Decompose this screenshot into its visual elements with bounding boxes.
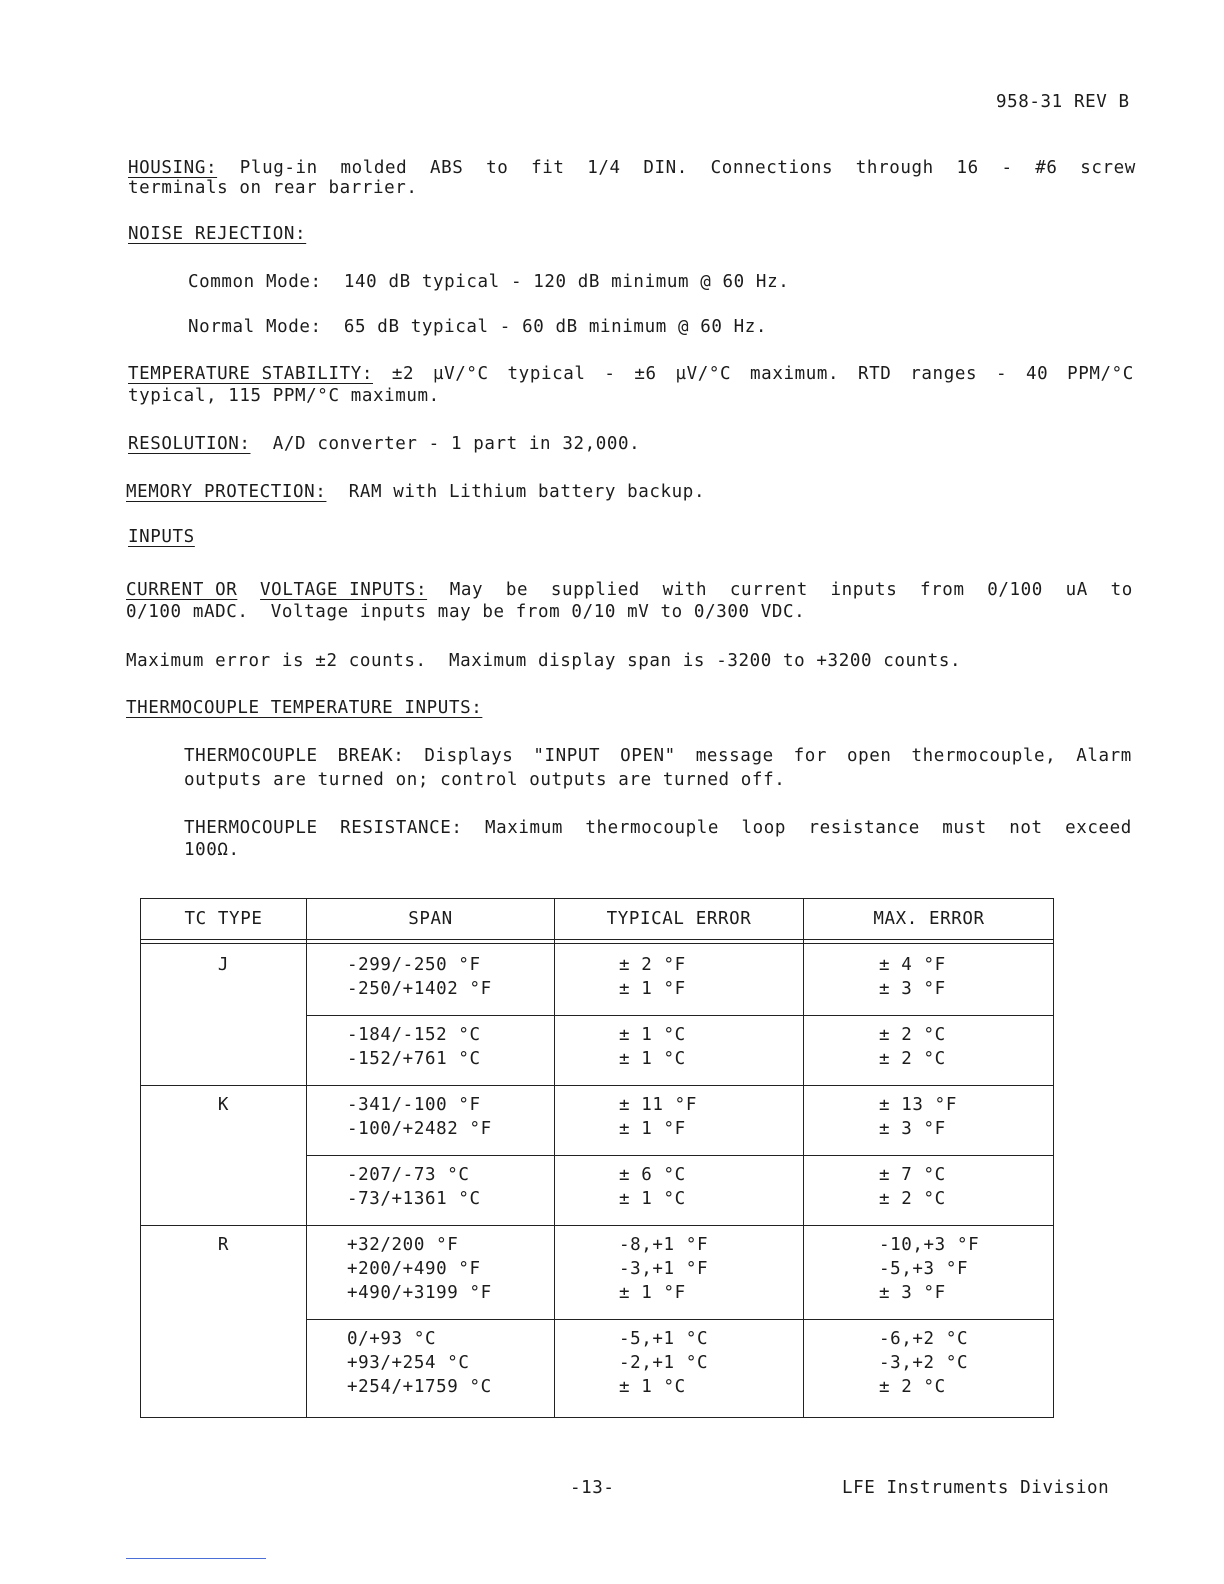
housing-word: #6 xyxy=(1035,158,1058,178)
tc-res-word: not xyxy=(1009,818,1043,838)
tc-break-word: Alarm xyxy=(1076,746,1132,766)
tc-break-line-2: outputs are turned on; control outputs are turned off. xyxy=(184,770,786,790)
tc-res-word: THERMOCOUPLE xyxy=(184,818,318,838)
housing-word: DIN. xyxy=(643,158,688,178)
typical-error-cell: ± 6 °C ± 1 °C xyxy=(619,1165,686,1209)
temp-stability-word: PPM/°C xyxy=(1067,364,1134,384)
housing-word: Connections xyxy=(710,158,834,178)
header-max-error: MAX. ERROR xyxy=(873,909,985,929)
cv-inputs-label-2: VOLTAGE INPUTS: xyxy=(260,580,428,600)
tc-res-word: Maximum xyxy=(485,818,563,838)
resolution-text: A/D converter - 1 part in 32,000. xyxy=(272,434,641,454)
tc-break-word: "INPUT xyxy=(533,746,601,766)
noise-normal: Normal Mode: 65 dB typical - 60 dB minimum @ 60 Hz. xyxy=(188,317,768,337)
tc-break-word: message xyxy=(695,746,774,766)
max-error-line: Maximum error is ±2 counts. Maximum display span is -3200 to +3200 counts. xyxy=(126,651,962,671)
typical-error-cell: -8,+1 °F -3,+1 °F ± 1 °F xyxy=(619,1235,709,1303)
tc-break-word: OPEN" xyxy=(620,746,676,766)
cv-inputs-word: inputs xyxy=(830,580,898,600)
max-error-cell: ± 7 °C ± 2 °C xyxy=(879,1165,946,1209)
housing-label: HOUSING: xyxy=(128,158,218,178)
temp-stability-word: 40 xyxy=(1025,364,1049,384)
tc-res-word: thermocouple xyxy=(585,818,720,838)
typical-error-cell: ± 11 °F ± 1 °F xyxy=(619,1095,697,1139)
max-error-cell: -10,+3 °F -5,+3 °F ± 3 °F xyxy=(879,1235,980,1303)
memory-label: MEMORY PROTECTION: xyxy=(126,482,327,502)
cv-inputs-word: to xyxy=(1110,580,1133,600)
housing-word: - xyxy=(1001,158,1013,178)
temp-stability-word: ±2 xyxy=(391,364,415,384)
housing-word: 1/4 xyxy=(587,158,621,178)
cv-inputs-word: be xyxy=(505,580,529,600)
cv-inputs-word: uA xyxy=(1065,580,1088,600)
header-span: SPAN xyxy=(408,909,453,929)
span-cell: -341/-100 °F -100/+2482 °F xyxy=(347,1095,492,1139)
temp-stability-word: typical xyxy=(507,364,586,384)
memory-text: RAM with Lithium battery backup. xyxy=(348,482,706,502)
tc-break-word: open xyxy=(847,746,892,766)
temp-stability-word: maximum. xyxy=(750,364,840,384)
tc-res-word: resistance xyxy=(808,818,920,838)
tc-break-word: BREAK: xyxy=(337,746,405,766)
span-cell: -207/-73 °C -73/+1361 °C xyxy=(347,1165,481,1209)
cv-inputs-line-2: 0/100 mADC. Voltage inputs may be from 0/10 mV to 0/300 VDC. xyxy=(126,602,806,622)
memory-line xyxy=(126,482,705,502)
tc-res-word: loop xyxy=(741,818,787,838)
cv-inputs-word: from xyxy=(920,580,965,600)
max-error-cell: ± 4 °F ± 3 °F xyxy=(879,955,946,999)
max-error-cell: ± 13 °F ± 3 °F xyxy=(879,1095,957,1139)
span-cell: +32/200 °F +200/+490 °F +490/+3199 °F xyxy=(347,1235,492,1303)
tc-break-word: for xyxy=(793,746,828,766)
housing-line-2: terminals on rear barrier. xyxy=(128,178,418,198)
span-cell: -184/-152 °C -152/+761 °C xyxy=(347,1025,481,1069)
housing-word: 16 xyxy=(956,158,979,178)
housing-word: fit xyxy=(531,158,565,178)
tc-inputs-label: THERMOCOUPLE TEMPERATURE INPUTS: xyxy=(126,698,483,718)
resolution-label: RESOLUTION: xyxy=(128,434,251,454)
tc-break-word: THERMOCOUPLE xyxy=(184,746,318,766)
tc-spec-table xyxy=(140,898,1054,1418)
housing-word: molded xyxy=(340,158,408,178)
temp-stability-line-1 xyxy=(128,364,1134,384)
company-name: LFE Instruments Division xyxy=(842,1478,1110,1498)
tc-res-line-2: 100Ω. xyxy=(184,840,240,860)
housing-word: to xyxy=(486,158,509,178)
tc-res-word: exceed xyxy=(1065,818,1132,838)
cv-inputs-word: 0/100 xyxy=(987,580,1043,600)
housing-word: through xyxy=(855,158,934,178)
inputs-heading: INPUTS xyxy=(128,527,195,547)
temp-stability-word: ±6 xyxy=(634,364,657,384)
span-cell: 0/+93 °C +93/+254 °C +254/+1759 °C xyxy=(347,1329,492,1397)
tc-res-word: RESISTANCE: xyxy=(340,818,463,838)
temp-stability-word: - xyxy=(604,364,616,384)
tc-type-cell: J xyxy=(217,955,230,975)
typical-error-cell: -5,+1 °C -2,+1 °C ± 1 °C xyxy=(619,1329,709,1397)
tc-type-cell: K xyxy=(217,1095,230,1115)
housing-word: Plug-in xyxy=(239,158,318,178)
tc-break-word: thermocouple, xyxy=(911,746,1057,766)
page-number: -13- xyxy=(570,1478,615,1498)
header-typical-error: TYPICAL ERROR xyxy=(606,909,752,929)
cv-inputs-word: with xyxy=(662,580,708,600)
housing-line-1 xyxy=(128,158,1136,178)
tc-res-line-1 xyxy=(184,818,1132,838)
temp-stability-word: ranges xyxy=(910,364,978,384)
max-error-cell: -6,+2 °C -3,+2 °C ± 2 °C xyxy=(879,1329,969,1397)
housing-word: screw xyxy=(1080,158,1136,178)
temp-stability-word: µV/°C xyxy=(433,364,489,384)
cv-inputs-label-1: CURRENT OR xyxy=(126,580,238,600)
typical-error-cell: ± 1 °C ± 1 °C xyxy=(619,1025,686,1069)
doc-id: 958-31 REV B xyxy=(996,92,1130,112)
tc-break-word: Displays xyxy=(424,746,514,766)
tc-res-word: must xyxy=(942,818,987,838)
temp-stability-label: TEMPERATURE STABILITY: xyxy=(128,364,373,384)
housing-word: ABS xyxy=(429,158,464,178)
cv-inputs-line-1 xyxy=(126,580,1133,600)
resolution-line xyxy=(128,434,640,454)
noise-label: NOISE REJECTION: xyxy=(128,224,307,244)
typical-error-cell: ± 2 °F ± 1 °F xyxy=(619,955,686,999)
span-cell: -299/-250 °F -250/+1402 °F xyxy=(347,955,492,999)
header-tc-type: TC TYPE xyxy=(184,909,263,929)
cv-inputs-word: May xyxy=(449,580,484,600)
temp-stability-word: RTD xyxy=(858,364,892,384)
temp-stability-line-2: typical, 115 PPM/°C maximum. xyxy=(128,386,440,406)
noise-common: Common Mode: 140 dB typical - 120 dB minimum @ 60 Hz. xyxy=(188,272,790,292)
cv-inputs-word: supplied xyxy=(550,580,640,600)
cv-inputs-word: current xyxy=(729,580,808,600)
max-error-cell: ± 2 °C ± 2 °C xyxy=(879,1025,946,1069)
temp-stability-word: µV/°C xyxy=(675,364,732,384)
footnote-rule xyxy=(126,1558,266,1559)
tc-type-cell: R xyxy=(217,1235,230,1255)
temp-stability-word: - xyxy=(995,364,1008,384)
tc-break-line-1 xyxy=(184,746,1132,766)
